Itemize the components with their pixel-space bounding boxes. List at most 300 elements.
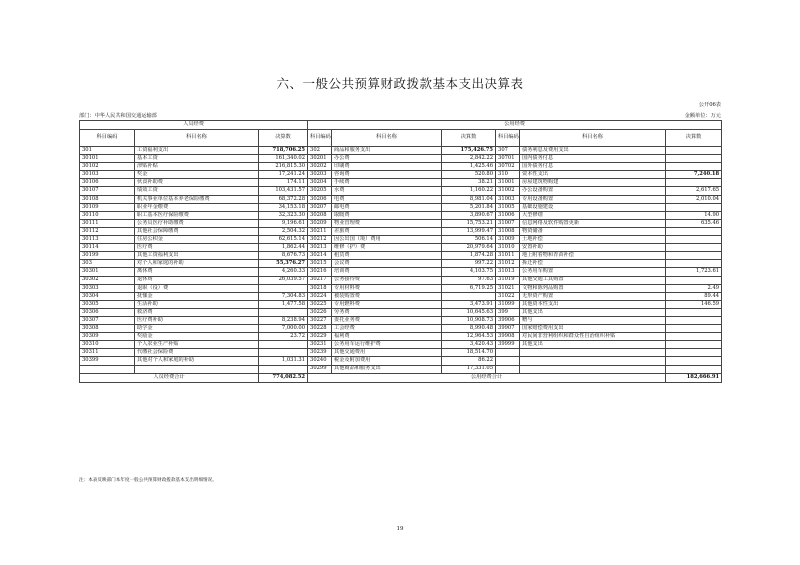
- cell-name: 安置补助: [520, 244, 666, 252]
- cell-name: [135, 365, 259, 373]
- cell-name: 福利费: [332, 333, 442, 341]
- cell-code: 30399: [80, 357, 135, 365]
- cell-name: 机关事业单位基本养老保险缴费: [135, 195, 259, 203]
- table-row: [80, 211, 722, 219]
- cell-amount: 18,514.70: [442, 349, 496, 357]
- cell-code: 30103: [80, 171, 135, 179]
- cell-code: 30205: [308, 187, 332, 195]
- cell-amount: 9,196.61: [259, 219, 308, 227]
- cell-code: 30306: [80, 308, 135, 316]
- cell-name: 离休费: [135, 268, 259, 276]
- cell-name: 水费: [332, 187, 442, 195]
- public-total-value: 182,666.91: [666, 373, 722, 382]
- cell-code: 31012: [496, 260, 520, 268]
- cell-name: 对个人和家庭的补助: [135, 260, 259, 268]
- cell-code: 31008: [496, 227, 520, 235]
- cell-name: 咨询费: [332, 171, 442, 179]
- total-row: [80, 373, 722, 382]
- cell-name: 退职（役）费: [135, 284, 259, 292]
- cell-amount: 86.22: [442, 357, 496, 365]
- cell-amount: [666, 203, 722, 211]
- cell-amount: 34,153.18: [259, 203, 308, 211]
- cell-code: 31019: [496, 276, 520, 284]
- cell-code: 30207: [308, 203, 332, 211]
- cell-code: 399: [496, 308, 520, 316]
- column-header-row: [80, 130, 722, 147]
- cell-name: 对民间非营利组织和群众性自治组织补贴: [520, 333, 666, 341]
- cell-amount: 38.21: [442, 179, 496, 187]
- table-row: [80, 308, 722, 316]
- group-header-row: [80, 121, 722, 130]
- cell-code: 30111: [80, 219, 135, 227]
- cell-code: 30211: [308, 227, 332, 235]
- cell-amount: [259, 349, 308, 357]
- cell-name: 取暖费: [332, 211, 442, 219]
- table-row: [80, 227, 722, 235]
- cell-name: 公务用车运行维护费: [332, 341, 442, 349]
- cell-amount: 8,238.94: [259, 316, 308, 324]
- footnote: 注：本表反映部门本年度一般公共预算财政拨款基本支出明细情况。: [79, 478, 217, 483]
- cell-code: [496, 357, 520, 365]
- cell-code: 30311: [80, 349, 135, 357]
- cell-amount: 146.59: [666, 300, 722, 308]
- cell-code: 30202: [308, 163, 332, 171]
- cell-amount: [666, 163, 722, 171]
- cell-name: 办公设备购置: [520, 187, 666, 195]
- cell-code: 30218: [308, 284, 332, 292]
- cell-name: 差旅费: [332, 227, 442, 235]
- cell-code: 30701: [496, 155, 520, 163]
- cell-amount: 14.90: [666, 211, 722, 219]
- cell-amount: 8,990.48: [442, 325, 496, 333]
- cell-name: 其他支出: [520, 341, 666, 349]
- cell-amount: 8,981.04: [442, 195, 496, 203]
- cell-name: 资本性支出: [520, 171, 666, 179]
- col-code: 科目编码: [308, 130, 332, 147]
- cell-name: 拆迁补偿: [520, 260, 666, 268]
- cell-amount: 2,010.04: [666, 195, 722, 203]
- col-name: 科目名称: [520, 130, 666, 147]
- group-personnel: 人员经费: [80, 121, 308, 130]
- cell-code: 30102: [80, 163, 135, 171]
- cell-name: 税金及附加费用: [332, 357, 442, 365]
- cell-name: 无形资产购置: [520, 292, 666, 300]
- table-row: [80, 147, 722, 155]
- cell-name: 房屋建筑物购建: [520, 179, 666, 187]
- cell-name: 伙食补助费: [135, 179, 259, 187]
- group-public: 公用经费: [308, 121, 722, 130]
- cell-name: 基础设施建设: [520, 203, 666, 211]
- cell-code: 31006: [496, 211, 520, 219]
- cell-name: 被装购置费: [332, 292, 442, 300]
- col-code: 科目编码: [80, 130, 135, 147]
- cell-name: 其他对个人和家庭的补助: [135, 357, 259, 365]
- cell-amount: 1,477.58: [259, 300, 308, 308]
- cell-name: 国家赔偿费用支出: [520, 325, 666, 333]
- cell-code: 30240: [308, 357, 332, 365]
- cell-name: 专用材料费: [332, 284, 442, 292]
- cell-name: 其他资本性支出: [520, 300, 666, 308]
- cell-amount: 15,753.21: [442, 219, 496, 227]
- cell-code: 31099: [496, 300, 520, 308]
- personnel-total-value: 774,082.52: [259, 373, 308, 382]
- cell-amount: 26,039.57: [259, 276, 308, 284]
- cell-code: 30209: [308, 219, 332, 227]
- cell-code: 30109: [80, 203, 135, 211]
- cell-name: 退休费: [135, 276, 259, 284]
- cell-name: 救济费: [135, 308, 259, 316]
- cell-code: 39906: [496, 316, 520, 324]
- cell-code: 30299: [308, 365, 332, 373]
- cell-amount: [666, 179, 722, 187]
- cell-name: 医疗费补助: [135, 316, 259, 324]
- cell-name: [520, 349, 666, 357]
- table-row: [80, 268, 722, 276]
- cell-code: 30301: [80, 268, 135, 276]
- cell-name: 培训费: [332, 268, 442, 276]
- table-row: [80, 357, 722, 365]
- cell-code: 30216: [308, 268, 332, 276]
- cell-name: 工会经费: [332, 325, 442, 333]
- cell-amount: 2.49: [666, 284, 722, 292]
- cell-amount: 32,323.30: [259, 211, 308, 219]
- cell-amount: 6,719.25: [442, 284, 496, 292]
- table-row: [80, 284, 722, 292]
- cell-amount: 3,890.67: [442, 211, 496, 219]
- cell-code: 39907: [496, 325, 520, 333]
- cell-code: 30113: [80, 236, 135, 244]
- cell-name: 职业年金缴费: [135, 203, 259, 211]
- cell-code: [80, 365, 135, 373]
- table-row: [80, 349, 722, 357]
- cell-code: 30305: [80, 300, 135, 308]
- unit-label: 金额单位：万元: [684, 113, 721, 119]
- expenditure-table: [79, 120, 722, 383]
- cell-name: 住房公积金: [135, 236, 259, 244]
- cell-code: 30204: [308, 179, 332, 187]
- cell-code: 31013: [496, 268, 520, 276]
- cell-name: 因公出国（境）费用: [332, 236, 442, 244]
- page-title: 六、一般公共预算财政拨款基本支出决算表: [276, 76, 524, 91]
- cell-code: 30309: [80, 333, 135, 341]
- cell-name: 大型修缮: [520, 211, 666, 219]
- cell-code: 30199: [80, 252, 135, 260]
- cell-amount: 3,473.91: [442, 300, 496, 308]
- cell-code: 30110: [80, 211, 135, 219]
- cell-amount: 10,908.73: [442, 316, 496, 324]
- cell-name: [520, 357, 666, 365]
- cell-code: 31001: [496, 179, 520, 187]
- cell-code: 30114: [80, 244, 135, 252]
- cell-code: 30112: [80, 227, 135, 235]
- cell-amount: 175,426.75: [442, 147, 496, 155]
- cell-name: 专用燃料费: [332, 300, 442, 308]
- cell-code: 30203: [308, 171, 332, 179]
- cell-code: 30226: [308, 308, 332, 316]
- cell-name: 公务接待费: [332, 276, 442, 284]
- cell-name: 绩效工资: [135, 187, 259, 195]
- cell-amount: 2,504.32: [259, 227, 308, 235]
- cell-name: 助学金: [135, 325, 259, 333]
- cell-amount: [666, 252, 722, 260]
- table-row: [80, 179, 722, 187]
- cell-code: 30702: [496, 163, 520, 171]
- cell-code: 30302: [80, 276, 135, 284]
- cell-code: 310: [496, 171, 520, 179]
- cell-code: 31021: [496, 284, 520, 292]
- cell-amount: 506.14: [442, 236, 496, 244]
- cell-name: 办公费: [332, 155, 442, 163]
- cell-code: 31010: [496, 244, 520, 252]
- cell-code: 30214: [308, 252, 332, 260]
- cell-amount: 7,304.83: [259, 292, 308, 300]
- cell-amount: 1,874.28: [442, 252, 496, 260]
- cell-name: 其他支出: [520, 308, 666, 316]
- cell-code: 31009: [496, 236, 520, 244]
- cell-amount: [259, 308, 308, 316]
- table-number: 公开06表: [698, 102, 721, 108]
- cell-code: 30217: [308, 276, 332, 284]
- cell-name: 其他交通工具购置: [520, 276, 666, 284]
- cell-amount: [666, 333, 722, 341]
- cell-name: 其他商品和服务支出: [332, 365, 442, 373]
- cell-name: 基本工资: [135, 155, 259, 163]
- cell-amount: [666, 227, 722, 235]
- cell-code: 30212: [308, 236, 332, 244]
- cell-name: 津贴补贴: [135, 163, 259, 171]
- col-amount: 决算数: [259, 130, 308, 147]
- table-row: [80, 236, 722, 244]
- cell-code: [496, 365, 520, 373]
- cell-code: 31007: [496, 219, 520, 227]
- cell-name: 其他社会保障缴费: [135, 227, 259, 235]
- cell-amount: [666, 244, 722, 252]
- cell-name: 公务员医疗补助缴费: [135, 219, 259, 227]
- personnel-total-label: 人员经费合计: [80, 373, 259, 382]
- cell-code: 30224: [308, 292, 332, 300]
- col-name: 科目名称: [332, 130, 442, 147]
- page-number: 19: [396, 526, 404, 532]
- table-row: [80, 260, 722, 268]
- cell-code: 30239: [308, 349, 332, 357]
- cell-name: 土地补偿: [520, 236, 666, 244]
- cell-amount: 55,376.27: [259, 260, 308, 268]
- table-row: [80, 187, 722, 195]
- table-row: [80, 244, 722, 252]
- cell-name: 生活补助: [135, 300, 259, 308]
- cell-code: 30107: [80, 187, 135, 195]
- cell-name: 手续费: [332, 179, 442, 187]
- cell-code: [496, 349, 520, 357]
- cell-code: 31022: [496, 292, 520, 300]
- cell-amount: 68,372.28: [259, 195, 308, 203]
- cell-code: 30208: [308, 211, 332, 219]
- cell-amount: 1,031.31: [259, 357, 308, 365]
- cell-amount: [666, 276, 722, 284]
- cell-amount: [666, 316, 722, 324]
- cell-amount: [666, 308, 722, 316]
- cell-name: 公务用车购置: [520, 268, 666, 276]
- cell-code: 30308: [80, 325, 135, 333]
- cell-name: 维修（护）费: [332, 244, 442, 252]
- cell-amount: 216,815.30: [259, 163, 308, 171]
- cell-name: 其他工资福利支出: [135, 252, 259, 260]
- cell-code: 30303: [80, 284, 135, 292]
- cell-amount: [666, 325, 722, 333]
- cell-amount: [666, 147, 722, 155]
- cell-name: 抚恤金: [135, 292, 259, 300]
- cell-amount: 12,964.53: [442, 333, 496, 341]
- cell-amount: 1,723.61: [666, 268, 722, 276]
- cell-amount: 20,979.64: [442, 244, 496, 252]
- cell-code: 301: [80, 147, 135, 155]
- cell-name: 债务利息及费用支出: [520, 147, 666, 155]
- cell-name: 职工基本医疗保险缴费: [135, 211, 259, 219]
- cell-name: 文物和陈列品购置: [520, 284, 666, 292]
- cell-code: 31003: [496, 195, 520, 203]
- cell-amount: [666, 349, 722, 357]
- cell-code: 30206: [308, 195, 332, 203]
- cell-code: 30228: [308, 325, 332, 333]
- table-row: [80, 163, 722, 171]
- cell-amount: 23.72: [259, 333, 308, 341]
- cell-name: 专用设备购置: [520, 195, 666, 203]
- cell-name: 物资储备: [520, 227, 666, 235]
- cell-name: 其他交通费用: [332, 349, 442, 357]
- table-row: [80, 203, 722, 211]
- cell-name: 代缴社会保险费: [135, 349, 259, 357]
- cell-name: 医疗费: [135, 244, 259, 252]
- cell-amount: 635.46: [666, 219, 722, 227]
- cell-code: 30307: [80, 316, 135, 324]
- cell-name: 电费: [332, 195, 442, 203]
- cell-code: 39908: [496, 333, 520, 341]
- cell-amount: [666, 260, 722, 268]
- cell-amount: 3,420.43: [442, 341, 496, 349]
- cell-code: 30229: [308, 333, 332, 341]
- cell-amount: [666, 341, 722, 349]
- cell-name: 奖励金: [135, 333, 259, 341]
- cell-amount: 174.11: [259, 179, 308, 187]
- table-row: [80, 171, 722, 179]
- department-label: 部门：中华人民共和国交通运输部: [79, 113, 157, 119]
- cell-amount: 4,103.75: [442, 268, 496, 276]
- col-name: 科目名称: [135, 130, 259, 147]
- cell-amount: 97.63: [442, 276, 496, 284]
- col-code: 科目编码: [496, 130, 520, 147]
- cell-amount: [259, 284, 308, 292]
- cell-name: 信息网络及软件购置更新: [520, 219, 666, 227]
- cell-code: 39999: [496, 341, 520, 349]
- cell-code: 30310: [80, 341, 135, 349]
- cell-amount: [259, 341, 308, 349]
- cell-name: 委托业务费: [332, 316, 442, 324]
- cell-amount: 4,260.33: [259, 268, 308, 276]
- cell-amount: 7,240.18: [666, 171, 722, 179]
- table-row: [80, 276, 722, 284]
- cell-amount: [442, 292, 496, 300]
- cell-code: 30213: [308, 244, 332, 252]
- table-row: [80, 252, 722, 260]
- cell-name: 会议费: [332, 260, 442, 268]
- col-amount: 决算数: [666, 130, 722, 147]
- cell-amount: 1,425.46: [442, 163, 496, 171]
- cell-amount: [666, 357, 722, 365]
- table-row: [80, 219, 722, 227]
- cell-amount: 13,999.47: [442, 227, 496, 235]
- cell-name: 工资福利支出: [135, 147, 259, 155]
- cell-amount: 8,676.73: [259, 252, 308, 260]
- cell-name: 邮电费: [332, 203, 442, 211]
- cell-name: 地上附着物和青苗补偿: [520, 252, 666, 260]
- cell-code: 30101: [80, 155, 135, 163]
- cell-amount: [666, 365, 722, 373]
- cell-amount: 5,201.84: [442, 203, 496, 211]
- cell-code: 31005: [496, 203, 520, 211]
- cell-code: 30201: [308, 155, 332, 163]
- table-row: [80, 195, 722, 203]
- cell-code: 30304: [80, 292, 135, 300]
- cell-code: 31011: [496, 252, 520, 260]
- table-row: [80, 300, 722, 308]
- cell-name: 赠与: [520, 316, 666, 324]
- cell-name: 印刷费: [332, 163, 442, 171]
- cell-code: 302: [308, 147, 332, 155]
- table-row: [80, 365, 722, 373]
- cell-amount: 718,706.25: [259, 147, 308, 155]
- table-row: [80, 292, 722, 300]
- cell-amount: [666, 236, 722, 244]
- col-amount: 决算数: [442, 130, 496, 147]
- cell-code: 30227: [308, 316, 332, 324]
- cell-amount: 1,160.22: [442, 187, 496, 195]
- cell-name: 商品和服务支出: [332, 147, 442, 155]
- table-row: [80, 325, 722, 333]
- cell-name: 国外债务付息: [520, 163, 666, 171]
- cell-amount: 17,241.24: [259, 171, 308, 179]
- cell-code: 30215: [308, 260, 332, 268]
- cell-code: 30225: [308, 300, 332, 308]
- cell-amount: 2,617.65: [666, 187, 722, 195]
- cell-amount: 17,331.05: [442, 365, 496, 373]
- cell-name: 奖金: [135, 171, 259, 179]
- cell-code: 30108: [80, 195, 135, 203]
- cell-amount: 161,340.02: [259, 155, 308, 163]
- cell-amount: 997.22: [442, 260, 496, 268]
- cell-code: 31002: [496, 187, 520, 195]
- cell-amount: [259, 365, 308, 373]
- cell-amount: 2,842.22: [442, 155, 496, 163]
- cell-amount: 103,431.57: [259, 187, 308, 195]
- cell-code: 303: [80, 260, 135, 268]
- cell-amount: [666, 155, 722, 163]
- cell-amount: 89.44: [666, 292, 722, 300]
- cell-amount: 62,615.14: [259, 236, 308, 244]
- table-row: [80, 155, 722, 163]
- cell-name: 劳务费: [332, 308, 442, 316]
- cell-amount: 10,645.63: [442, 308, 496, 316]
- cell-code: 307: [496, 147, 520, 155]
- table-row: [80, 333, 722, 341]
- cell-amount: 7,000.00: [259, 325, 308, 333]
- cell-name: 国内债务付息: [520, 155, 666, 163]
- cell-amount: 1,862.44: [259, 244, 308, 252]
- table-row: [80, 316, 722, 324]
- cell-amount: 520.80: [442, 171, 496, 179]
- cell-name: 个人农业生产补贴: [135, 341, 259, 349]
- cell-name: 物业管理费: [332, 219, 442, 227]
- public-total-label: 公用经费合计: [308, 373, 666, 382]
